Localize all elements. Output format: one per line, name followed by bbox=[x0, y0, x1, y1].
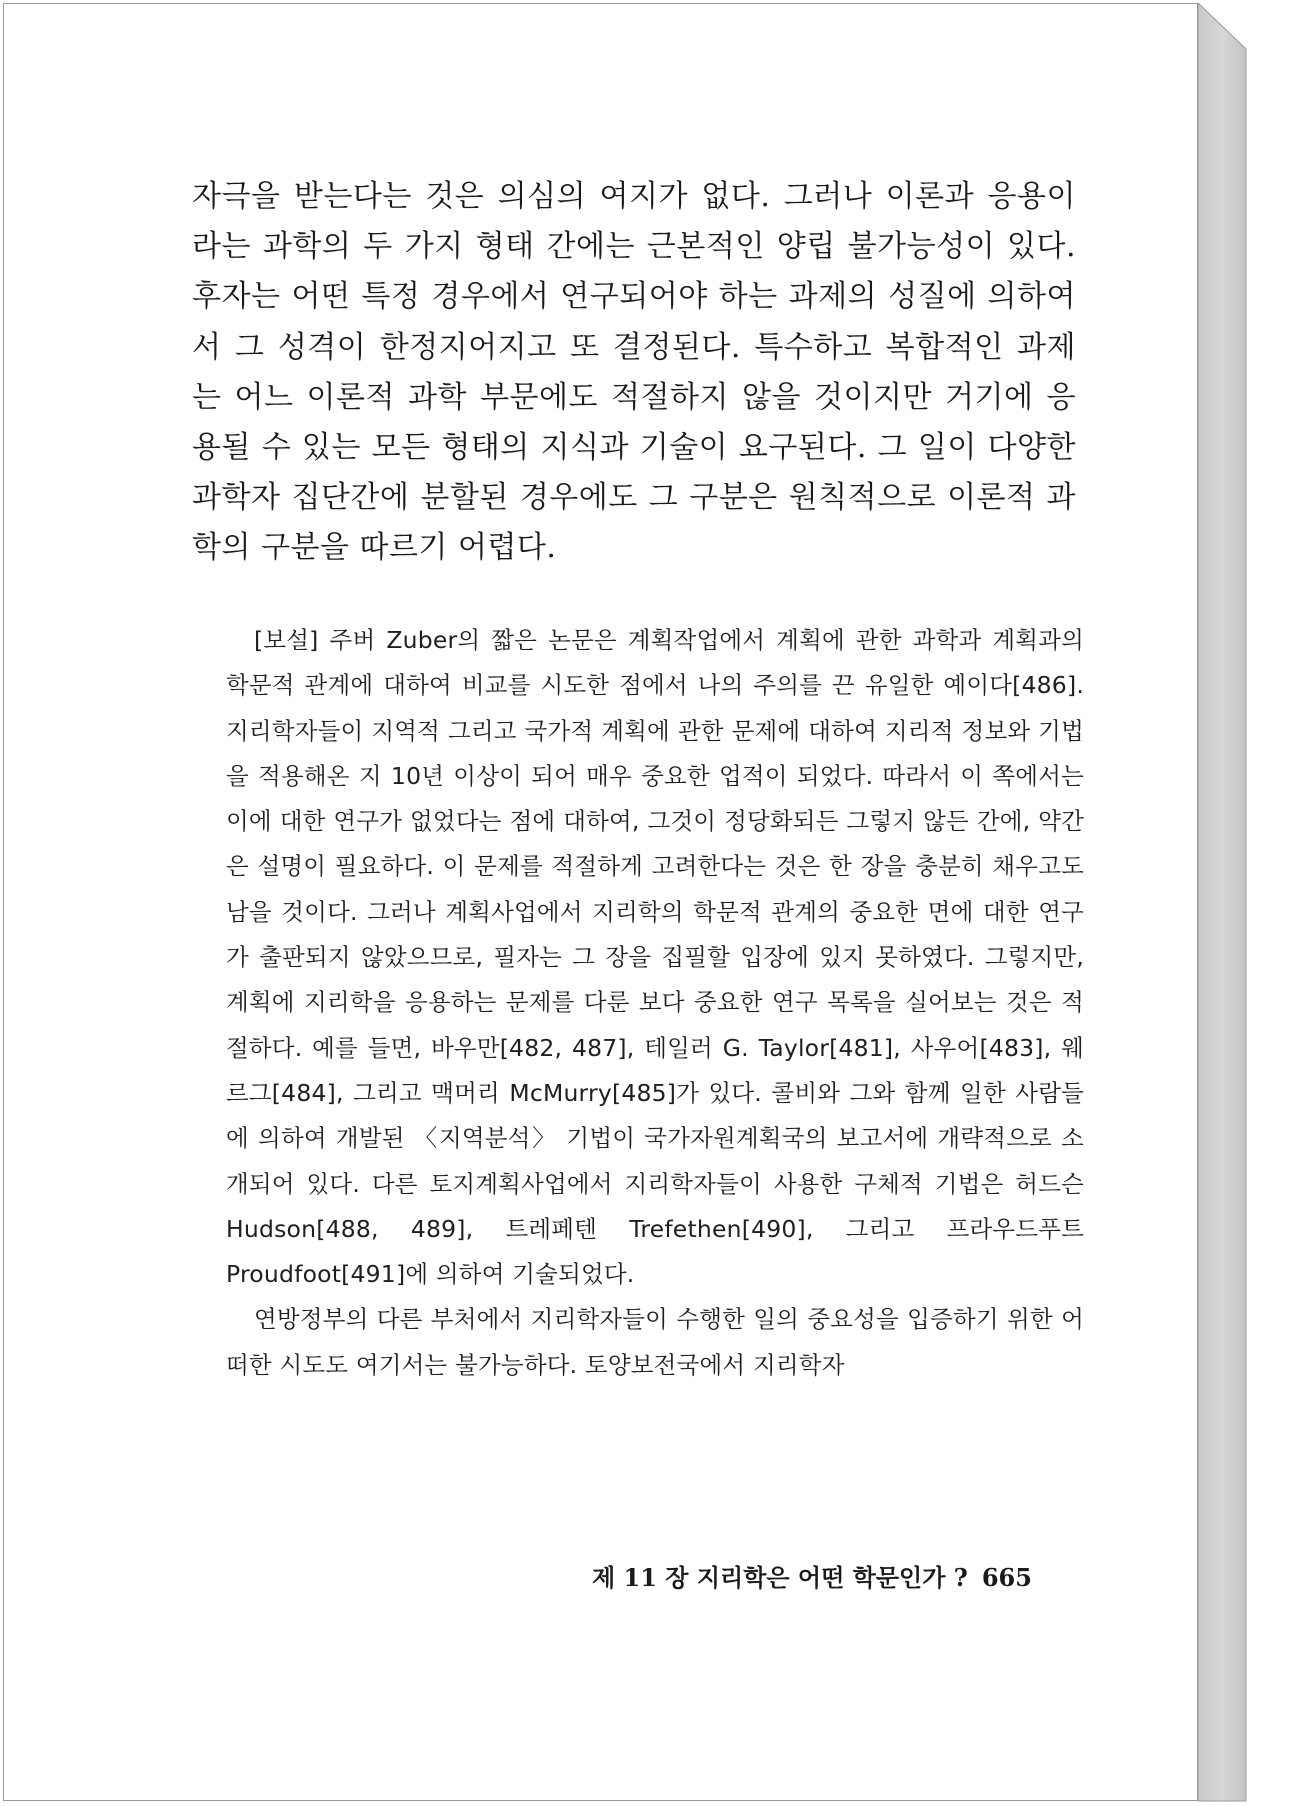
supplementary-note bbox=[226, 618, 1084, 1388]
main-paragraph: 자극을 받는다는 것은 의심의 여지가 없다. 그러나 이론과 응용이라는 과학의 두 가지 형태 간에는 근본적인 양립 불가능성이 있다. 후자는 어떤 특정 경우에서 연구되어야 하는 과제의 성질에 의하여서 그 성격이 한정지어지고 또 결정된다. 특수하고 복합적인 과제는 어느 이론적 과학 부문에도 적절하지 않을 것이지만 거기에 응용될 수 있는 모든 형태의 지식과 기술이 요구된다. 그 일이 다양한 과학자 집단간에 분할된 경우에도 그 구분은 원칙적으로 이론적 과학의 구분을 따르기 어렵다. bbox=[192, 179, 1076, 566]
page-footer bbox=[592, 1558, 1062, 1593]
note-paragraph-2: 연방정부의 다른 부처에서 지리학자들이 수행한 일의 중요성을 입증하기 위한 어떠한 시도도 여기서는 불가능하다. 토양보전국에서 지리학자 bbox=[226, 1305, 1084, 1379]
chapter-title: 제 11 장 지리학은 어떤 학문인가 ? bbox=[592, 1563, 968, 1592]
page-number: 665 bbox=[981, 1563, 1032, 1592]
book-page bbox=[3, 3, 1198, 1801]
note-paragraph-1: [보설] 주버 Zuber의 짧은 논문은 계획작업에서 계획에 관한 과학과 계획과의 학문적 관계에 대하여 비교를 시도한 점에서 나의 주의를 끈 유일한 예이다[486]. 지리학자들이 지역적 그리고 국가적 계획에 관한 문제에 대하여 지리적 정보와 기법을 적용해온 지 10년 이상이 되어 매우 중요한 업적이 되었다. 따라서 이 쪽에서는 이에 대한 연구가 없었다는 점에 대하여, 그것이 정당화되든 그렇지 않든 간에, 약간은 설명이 필요하다. 이 문제를 적절하게 고려한다는 것은 한 장을 충분히 채우고도 남을 것이다. 그러나 계획사업에서 지리학의 학문적 관계의 중요한 면에 대한 연구가 출판되지 않았으므로, 필자는 그 장을 집필할 입장에 있지 못하였다. 그렇지만, 계획에 지리학을 응용하는 문제를 다룬 보다 중요한 연구 목록을 실어보는 것은 적절하다. 예를 들면, 바우만[482, 487], 테일러 G. Taylor[481], 사우어[483], 웨르그[484], 그리고 맥머리 McMurry[485]가 있다. 콜비와 그와 함께 일한 사람들에 의하여 개발된 〈지역분석〉 기법이 국가자원계획국의 보고서에 개략적으로 소개되어 있다. 다른 토지계획사업에서 지리학자들이 사용한 구체적 기법은 허드슨 Hudson[488, 489], 트레페텐 Trefethen[490], 그리고 프라우드푸트 Proudfoot[491]에 의하여 기술되었다. bbox=[226, 626, 1084, 1289]
page-edge-graphic bbox=[1198, 3, 1298, 1805]
